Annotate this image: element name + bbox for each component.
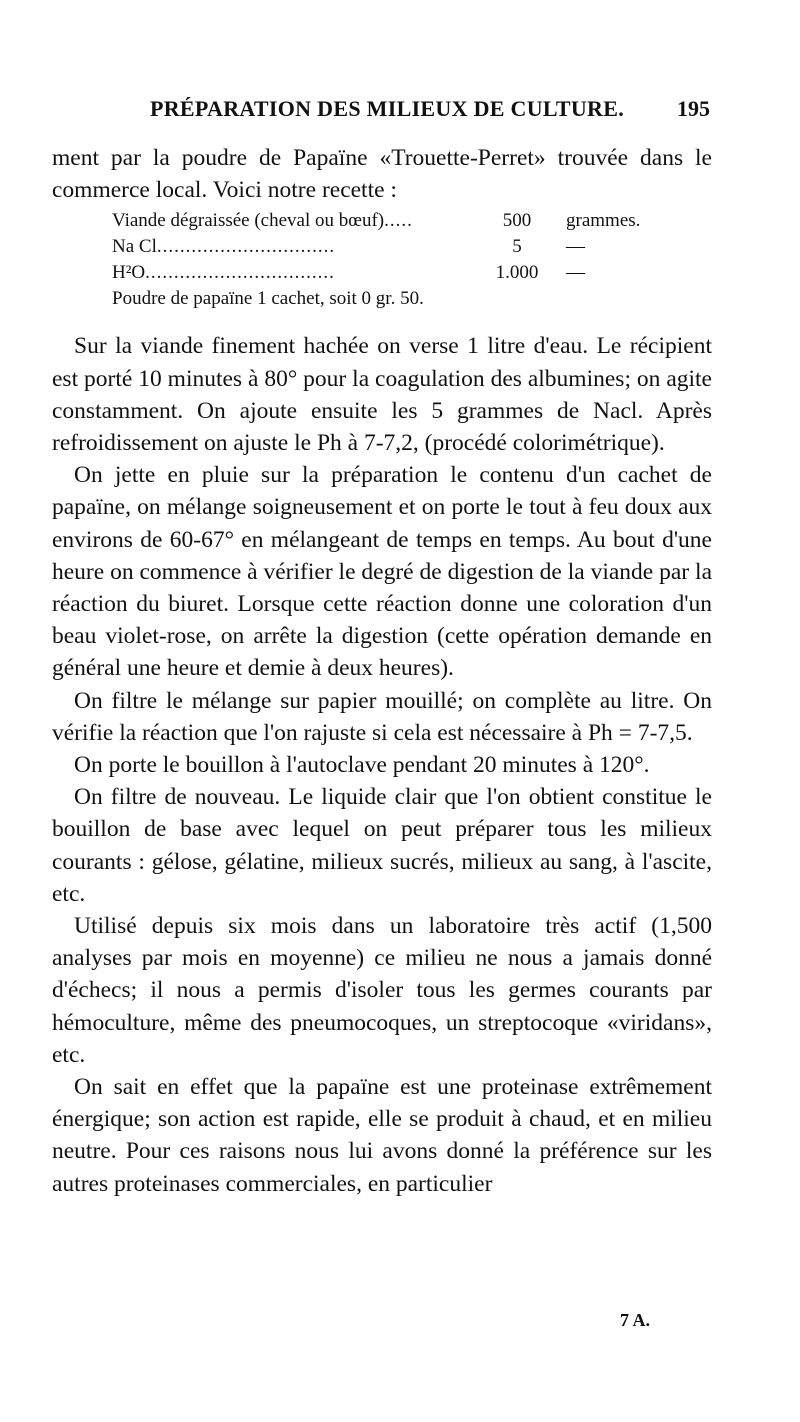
- recipe-quantity: 500: [502, 210, 532, 232]
- intro-paragraph: ment par la poudre de Papaïne «Trouette-Perret» trouvée dans le commerce local. Voici notre recette :: [52, 145, 712, 204]
- signature-mark: 7 A.: [620, 1310, 651, 1330]
- paragraph: On jette en pluie sur la préparation le contenu d'un cachet de papaïne, on mélange soigneusement et on porte le tout à feu doux aux environs de 60-67° en mélangeant de temps en temps. Au bout d'une heure on commence à vérifier le degré de digestion de la viande par la réaction du biuret. Lorsque cette réaction donne une coloration d'un beau violet-rose, on arrête la digestion (cette opération demande en général une heure et demie à deux heures).: [52, 462, 712, 682]
- recipe-note: Poudre de papaïne 1 cachet, soit 0 gr. 50.: [112, 288, 424, 310]
- recipe-row: [112, 208, 700, 234]
- recipe-row: [112, 260, 700, 286]
- paragraph: Utilisé depuis six mois dans un laboratoire très actif (1,500 analyses par mois en moyenne) ce milieu ne nous a jamais donné d'échecs; il nous a permis d'isoler tous les germes courants par hémoculture, même des pneumocoques, un streptocoque «viridans», etc.: [52, 913, 712, 1068]
- running-title: PRÉPARATION DES MILIEUX DE CULTURE.: [150, 96, 624, 121]
- recipe-ingredient: Na Cl...............................: [112, 236, 336, 258]
- recipe-quantity: 5: [512, 236, 522, 258]
- paragraph: On filtre de nouveau. Le liquide clair que l'on obtient constitue le bouillon de base avec lequel on peut préparer tous les milieux courants : gélose, gélatine, milieux sucrés, milieux au sang, à l'ascite, etc.: [52, 784, 712, 907]
- recipe-unit: —: [566, 236, 585, 258]
- recipe-ingredient: H²O.................................: [112, 262, 335, 284]
- page-number: 195: [677, 96, 710, 121]
- recipe-unit: grammes.: [566, 210, 641, 232]
- recipe-row: [112, 234, 700, 260]
- recipe-quantity: 1.000: [495, 262, 539, 284]
- paragraph: On sait en effet que la papaïne est une proteinase extrêmement énergique; son action est rapide, elle se produit à chaud, et en milieu neutre. Pour ces raisons nous lui avons donné la préférence sur les autres proteinases commerciales, en particulier: [52, 1074, 712, 1197]
- recipe-table: [112, 208, 700, 312]
- recipe-ingredient: Viande dégraissée (cheval ou bœuf).....: [112, 210, 413, 232]
- page-header: [150, 96, 710, 128]
- paragraph: On filtre le mélange sur papier mouillé; on complète au litre. On vérifie la réaction que l'on rajuste si cela est nécessaire à Ph = 7-7,5.: [52, 687, 712, 746]
- paragraph: Sur la viande finement hachée on verse 1 litre d'eau. Le récipient est porté 10 minutes à 80° pour la coagulation des albumines; on agite constamment. On ajoute ensuite les 5 grammes de Nacl. Après refroidissement on ajuste le Ph à 7-7,2, (procédé colorimétrique).: [52, 333, 712, 457]
- paragraph: On porte le bouillon à l'autoclave pendant 20 minutes à 120°.: [74, 752, 650, 779]
- body-text: [52, 142, 712, 1200]
- recipe-unit: —: [566, 262, 585, 284]
